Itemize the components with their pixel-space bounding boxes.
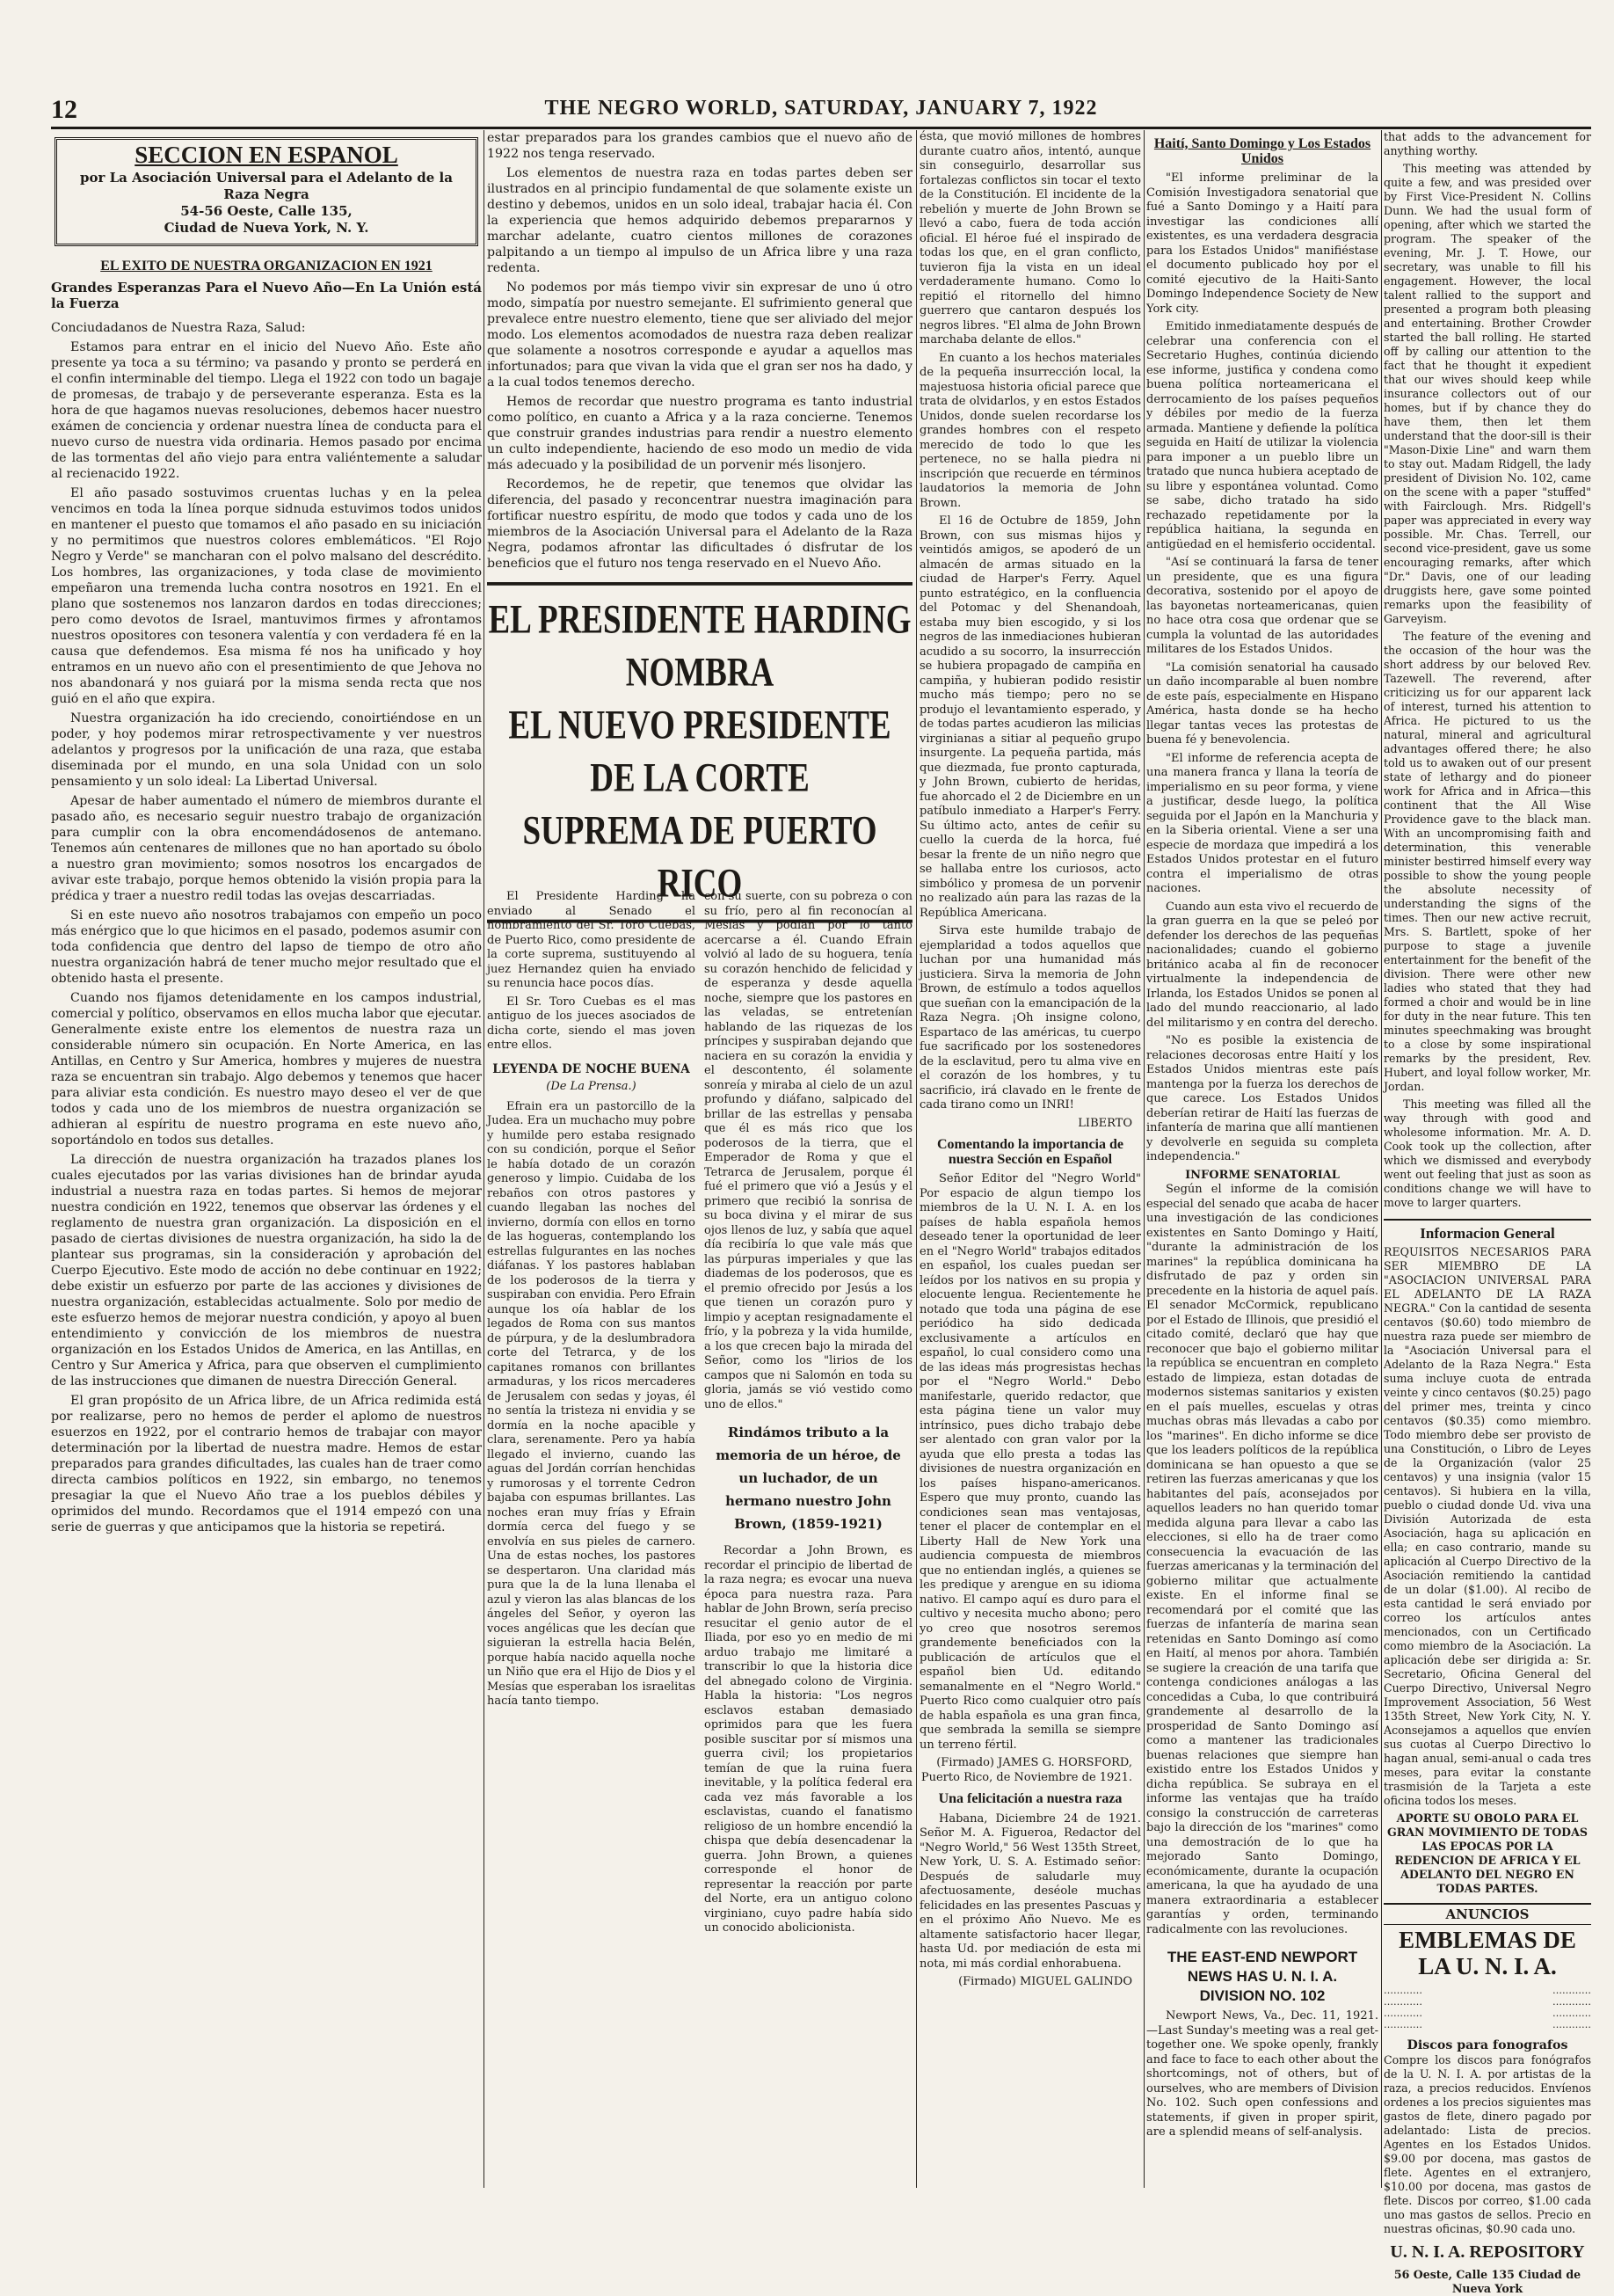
signature: (Firmado) JAMES G. HORSFORD, Puerto Rico, de Noviembre de 1921. (920, 1756, 1132, 1784)
paragraph: Compre los discos para fonógrafos de la U. N. I. A. por artistas de la raza, a precios reducidos. Envíenos ordenes a los precios siguientes mas gastos de flete, dinero pagado por adelantado: Lista de precios. Agentes en los Estados Unidos. $9.00 por docena, mas gastos de flete. Agentes en el extranjero, $10.00 por docena, mas gastos de flete. Discos por correo, $1.00 cada uno mas gastos de sellos. Precio en nuestras oficinas, $0.90 cada uno. (1384, 2053, 1591, 2235)
section-line: 54-56 Oeste, Calle 135, (180, 203, 353, 219)
sub-column-left (487, 890, 695, 1940)
article-headline: Haití, Santo Domingo y Los Estados Unidos (1153, 136, 1371, 166)
paragraph: The feature of the evening and the occasion of the hour was the short address by our beloved Rev. Tazewell. The reverend, after criticizing us for our apparent lack of interest, turned his attention to Africa. He pictured to us the natural, mineral and agricultural advantages offered there; he also told us to awaken out of our present state of lethargy and do pioneer work for Africa and in Africa—this continent that the All Wise Providence gave to the black man. With an uncompromising faith and determination, this venerable minister bestirred himself every way possible to show the young people the absolute necessity of understanding the signs of the times. Then our new active recruit, Mrs. S. Bartlett, spoke of her purpose to stage a juvenile entertainment for the benefit of the division. There were other new ladies who stated that they had formed a choir and would be in line for duty in the near future. This ten minutes speechmaking was brought to a close by some inspirational remarks by the president, Rev. Hubert, and loyal follow worker, Mr. Jordan. (1384, 630, 1591, 1093)
column-4 (1146, 130, 1378, 2188)
paragraph: Hemos de recordar que nuestro programa es tanto industrial como político, en cuanto a Africa y a la raza concierne. Tenemos que construir grandes industrias para rendir a nuestro elemento un culto independiente, haciendo de eso modo un medio de vida más adecuado y la posibilidad de un porvenir més lisonjero. (487, 395, 912, 472)
info-headline: Informacion General (1384, 1219, 1591, 1242)
harding-article (487, 890, 912, 1940)
paragraph: Estamos para entrar en el inicio del Nuevo Año. Este año presente ya toca a su término; va pasando y pronto se perderá en el confin interminable del tiempo. Llega el 1922 con todo un bagaje de promesas, de trabajo y de perseverante esperanza. Esta es la hora de que hagamos nuevas resoluciones, debemos hacer nuestro exámen de conciencia y ordenar nuestra línea de conducta para el nuevo curso de nuestra vida ordinaria. Hemos pasado por encima de las tormentas del año viejo para entra valiéntemente a saludar al recienacido 1922. (51, 340, 482, 481)
paragraph: "El informe de referencia acepta de una manera franca y llana la teoría de imperialismo en su peor forma, y viene a justificar, desde luego, la política seguida por el Japón en la Manchuria y en la Siberia oriental. Viene a ser una especie de mordaza que impedirá a los Estados Unidos protestar en el futuro contra el imperialismo de otras naciones. (1146, 751, 1378, 895)
repository-address: 56 Oeste, Calle 135 Ciudad de Nueva York (1393, 2268, 1581, 2295)
column-rule (483, 130, 484, 2188)
paragraph: En cuanto a los hechos materiales de la pequeña insurrección local, la majestuosa historia oficial parece que trata de olvidarlos, y en estos Estados Unidos, donde suelen recordarse los grandes hombres con el respeto merecido de todo lo que les pertenece, no se halla piedra ni inscripción que recuerde en términos laudatorios la memoria de John Brown. (920, 351, 1141, 510)
banner-line: SUPREMA DE PUERTO RICO (522, 808, 877, 907)
paragraph: Según el informe de la comisión especial del senado que acaba de hacer una investigación de las condiciones existentes en Santo Domingo y Haití, "durante la administración de los marines" la república dominicana ha disfrutado de paz y orden sin precedente en la historia de aquel país. El senador McCormick, republicano por el Estado de Illinois, que presidió el citado comité, declaró que hay que reconocer que bajo el gobierno militar la república se encuentran en completo estado de limpieza, estan dotadas de modernos sistemas sanitarios y existen en el país muelles, escuelas y otras muchas obras más llevadas a cabo por los "marines". En dicho informe se dice que los leaders políticos de la república dominicana se han opuesto a que se retiren las fuerzas americanas y que los habitantes del país, aconsejados por aquellos leaders no han querido tomar medida alguna para llevar a cabo las elecciones, si ello ha de traer como consecuencia la evacuación de las fuerzas americanas y la terminación del gobierno militar que actualmente existe. En el informe final se recomendará por el comité que las fuerzas de infantería de marina sean retenidas en Santo Domingo así como en Haití, al menos por ahora. También se sugiere la creación de una tarifa que contenga condiciones análogas a las concedidas a Cuba, lo que contribuirá grandemente al desarrollo de la prosperidad de Santo Domingo así como a mantener las tradicionales buenas relaciones que siempre han existido entre los Estados Unidos y dicha república. Se subraya en el informe las ventajas que ha traído consigo la construcción de carreteras bajo la dirección de los "marines" como una demostración de lo que ha mejorado Santo Domingo, económicamente, durante la ocupación americana, la que ha ayudado de una manera extraordinaria a establecer garantías y orden, terminando radicalmente con las revoluciones. (1146, 1183, 1378, 1936)
emblem-title: EMBLEMAS DE LA U. N. I. A. (1399, 1927, 1576, 1979)
column-5 (1384, 130, 1591, 2295)
anuncios-header: ANUNCIOS (1384, 1903, 1591, 1925)
paragraph: Recordemos, he de repetir, que tenemos que olvidar las diferencia, del pasado y reconcentrar nuestra imaginación para fortificar nuestro espíritu, de modo que todos y cada uno de los miembros de la Asociación Universal para el Adelanto de la Raza Negra, podamos afrontar las dificultades ó disfrutar de los beneficios que el futuro nos tenga reservado en el Nuevo Año. (487, 477, 912, 571)
paragraph: "El informe preliminar de la Comisión Investigadora senatorial que fué a Santo Domingo y a Haití para investigar las condiciones allí existentes, es una verdadera desgracia para los Estados Unidos" manifiéstase el documento publicado hoy por el comité ejecutivo de la Haiti-Santo Domingo Independence Society de New York city. (1146, 171, 1378, 316)
paragraph: Habana, Diciembre 24 de 1921. Señor M. A. Figueroa, Redactor del "Negro World," 56 West 135th Street, New York, U. S. A. Estimado señor: Después de saludarle muy afectuosamente, deséole muchas felicidades en las presentes Pascuas y en el próximo Año Nuevo. Me es altamente satisfactorio hacer llegar, hasta Ud. por mediación de esta mi nota, mi más cordial enhorabuena. (920, 1811, 1141, 1971)
banner-line: EL NUEVO PRESIDENTE DE LA CORTE (508, 703, 891, 801)
paragraph: Apesar de haber aumentado el número de miembros durante el pasado año, es necesario seguir nuestro trabajo de organización para cumplir con la obra encomendádosenos de antemano. Tenemos aún centenares de millones que no han aportado su óbolo a nuestro gran movimiento; somos nosotros los encargados de avivar este trabajo, porque hemos obtenido la visión propia para la prédica y traer a nuestro redil todas las ovejas descarriadas. (51, 794, 482, 903)
paragraph: El gran propósito de un Africa libre, de un Africa redimida está por realizarse, pero no hemos de perder el aplomo de nuestros esuerzos en 1922, por el contrario hemos de trabajar con mayor determinación por la libertad de nuestra madre. Hemos de estar preparados para grandes dificultades, las cuales han de traer como directa cambios políticos en 1922, sin embargo, no tenemos presagiar la que el Nuevo Año trae a los pueblos débiles y oprimidos del mundo. Recordamos que el 1914 empezó con una serie de guerras y que anticipamos que la historia se repetirá. (51, 1394, 482, 1534)
paragraph: Cuando aun esta vivo el recuerdo de la gran guerra en la que se peleó por defender los derechos de las pequeñas nacionalidades; cuando el gobierno británico acaba al fin de reconocer virtualmente la independencia de Irlanda, los Estados Unidos se ponen al lado del mundo reaccionario, al lado del militarismo y en contra del derecho. (1146, 900, 1378, 1030)
price-list: ………… ………… ………… ………… ………… ………… ………… ………… (1384, 1985, 1591, 2030)
subhead: INFORME SENATORIAL (1185, 1168, 1340, 1182)
signature: (Firmado) MIGUEL GALINDO (958, 1975, 1132, 1988)
headline-line: DIVISION NO. 102 (1199, 1987, 1326, 2004)
section-line: Ciudad de Nueva York, N. Y. (164, 220, 369, 236)
article-headline: EL EXITO DE NUESTRA ORGANIZACION EN 1921 (100, 259, 433, 273)
paragraph: ésta, que movió millones de hombres durante cuatro años, intentó, aunque sin conseguirlo, desarrollar sus fortalezas conflictos sin tocar el texto de la Constitución. El incidente de la rebelión y muerte de John Brown se llevó a cabo, fuera de toda acción oficial. El héroe fué el inspirado de todas los que, en el gran conflicto, tuvieron fija la vista en un ideal verdaderamente humano. Como lo repitió el ritornello del himno guerrero que cantaron después los negros libres. "El alma de John Brown marchaba delante de ellos." (920, 130, 1141, 346)
paragraph: con su suerte, con su pobreza o con su frío, pero al fin reconocían al Mesías y podían por lo tanto acercarse a él. Cuando Efrain volvió al lado de su hoguera, tenía su corazón henchido de felicidad y de esperanza y desde aquella noche, siempre que los pastores en las veladas, se entretenían hablando de las riquezas de los príncipes y suspiraban dejando que naciera en su corazón la envidia y el descontento, él solamente sonreía y miraba al cielo de un azul profundo y diáfano, salpicado del brillar de las estrellas y pensaba que él es más rico que los poderosos de la tierra, que el Emperador de Roma y que el Tetrarca de Jerusalem, porque él fué el primero que vió a Jesús y el primero que recibió la sonrisa de su boca divina y el mirar de sus ojos llenos de luz, y sabía que aquel día recibiría lo que vale más que las púrpuras imperiales y que las diademas de los poderosos, que es el premio ofrecido por Jesús a los que tienen un corazón puro y limpio y aceptan resignadamente el frío, y la pobreza y la vida humilde, a los que crecen bajo la mirada del Señor, como los "lirios de los campos que ni Salomón en toda su gloria, jamás se vió vestido como uno de ellos." (704, 890, 912, 1411)
discos-headline: Discos para fonografos (1407, 2038, 1568, 2052)
paragraph: This meeting was filled all the way through with good and wholesome information. Mr. A. D. Cook took up the collection, after which we dismissed and everybody went out feeling that just as soon as conditions change we will have to move to larger quarters. (1384, 1097, 1591, 1209)
harding-banner (487, 582, 912, 923)
paragraph: Si en este nuevo año nosotros trabajamos con empeño un poco más enérgico que lo que hicimos en el pasado, podemos asumir con toda confidencia que dentro del lapso de tiempo de otro año nuestra organización habrá de tener mucho mejor resultado que el obtenido hasta el presente. (51, 908, 482, 986)
paragraph: Cuando nos fijamos detenidamente en los campos industrial, comercial y político, observamos en ellos mucha labor que ejecutar. Generalmente existe entre los elementos de nuestra raza un considerable número sin ocupación. En Norte America, en las Antillas, en Centro y Sur America, hombres y mujeres de nuestra raza se encuentran sin trabajo. Algo debemos y tenemos que hacer para aliviar esta condición. Es nuestro mayo deseo el ver de que todos y cada uno de los miembros de nuestra organización se adhieran al espíritu de nuestro programa en este nuevo año, soportándolo en todos sus detalles. (51, 991, 482, 1148)
paragraph: La dirección de nuestra organización ha trazados planes los cuales ejecutados por las varias divisiones han de brindar ayuda industrial a nuestra raza en todas partes. Si hemos de mejorar nuestra condición en 1922, tenemos que observar las órdenes y el reglamento de nuestra gran organización. La disposición en el pasado de ciertas divisiones de nuestra organización, ha sido la de plantear sus programas, sin la consideración y aprobación del Cuerpo Ejecutivo. Este modo de acción no debe continuar en 1922; debe existir un esfuerzo por parte de las acciones y divisiones de nuestra organización, establecidas actualmente. Solo por medio de este esfuerzo hemos de mejorar nuestra condición, y apoyo al buen entendimiento y convicción de los miembros de nuestra organización en los Estados Unidos de America, en las Antillas, en Centro y Sur America y Africa, para que observen el cumplimiento de las instrucciones que dimanen de nuestra Dirección General. (51, 1153, 482, 1389)
tribute-deck: Rindámos tributo a la memoria de un héroe, de un luchador, de un hermano nuestro John Brown, (1859-1921) (716, 1425, 901, 1532)
paragraph: Newport News, Va., Dec. 11, 1921.—Last Sunday's meeting was a real get-together one. We spoke openly, frankly and face to face to each other about the shortcomings, not of others, but of ourselves, who are members of Division No. 102. Such open confessions and statements, if given in proper spirit, are a splendid means of self-analysis. (1146, 2009, 1378, 2139)
paragraph: El 16 de Octubre de 1859, John Brown, con sus mismas hijos y veintidós amigos, se apoderó de un almacén de armas situado en la ciudad de Harper's Ferry. Aquel punto estratégico, en la confluencia del Potomac y del Shenandoah, estaba muy bien escogido, y si los negros de las inmediaciones hubieran acudido a su socorro, la insurrección se hubiera propagado de campiña en campiña, y hubieran podido resistir mucho más tiempo; pero no se produjo el levantamiento esperado, y de todas partes acudieron las milicias virginianas a sitiar al pequeño grupo insurgente. La pequeña partida, más que diezmada, fue pronto capturada, y John Brown, cubierto de heridas, fue ahorcado el 2 de Diciembre en un patíbulo inmediato a Harper's Ferry. Su último acto, antes de ceñir su cuello la cuerda de la horca, fué besar la frente de un niño negro que se hallaba entre los curiosos, acto simbólico y promesa de un porvenir no realizado aún para las razas de la República Americana. (920, 514, 1141, 920)
article-headline: Comentando la importancia de nuestra Sección en Español (937, 1137, 1123, 1167)
paragraph: Nuestra organización ha ido creciendo, conoirtiéndose en un poder, y hoy podemos mirar retrospectivamente y ver nuestros adelantos y progresos por la unificación de una raza, que estaba diseminada por el mundo, en una sola Unidad con un solo pensamiento y un solo ideal: La Libertad Universal. (51, 711, 482, 789)
headline-line: THE EAST-END NEWPORT (1167, 1949, 1358, 1965)
masthead-title: THE NEGRO WORLD, SATURDAY, JANUARY 7, 1922 (544, 97, 1098, 120)
paragraph: El Presidente Harding ha enviado al Senado el nombramiento del Sr. Toro Cuebas, de Puerto Rico, como presidente de la corte suprema, sustituyendo al juez Hernandez quien ha enviado su renuncia hace pocos días. (487, 890, 695, 990)
paragraph: estar preparados para los grandes cambios que el nuevo año de 1922 nos tenga reservado. (487, 131, 912, 161)
section-line: por La Asociación Universal para el Adelanto de la Raza Negra (80, 170, 453, 202)
column-2 (487, 130, 912, 2188)
sub-column-right (704, 890, 912, 1940)
paragraph: "Así se continuará la farsa de tener un presidente, que es una figura decorativa, sostenido por el apoyo de las bayonetas norteamericanas, quien no hace otra cosa que ordenar que se cumpla la voluntad de las autoridades militares de los Estados Unidos. (1146, 556, 1378, 656)
signature: LIBERTO (1078, 1116, 1132, 1130)
repository-headline: U. N. I. A. REPOSITORY (1390, 2242, 1585, 2262)
masthead (51, 95, 1591, 129)
paragraph: El año pasado sostuvimos cruentas luchas y en la pelea vencimos en toda la línea porque sidnuda estuvimos todos unidos en mantener el puesto que tomamos el año pasado en su iniciación y no permitimos que nuestros colores emblemáticos. "El Rojo Negro y Verde" se mancharan con el polvo malsano del descrédito. Los hombres, las organizaciones, y toda clase de movimiento empeñaron una tremenda lucha contra nosotros en 1921. En el plano que sostenemos nos lanzaron dardos en todas direcciones; pero como devotos de Israel, mantuvimos firmes y afrontamos nuestros opositores con tesonera valentía y con verdadera fé en la causa que defendemos. Esa misma fé nos ha unificado y hoy entramos en un nuevo año con el presentimiento de que Jehova no nos abandonará y nos guiará por la misma senda recta que nos guió en el año que expira. (51, 486, 482, 706)
section-box (55, 137, 478, 246)
column-rule (1381, 130, 1382, 2188)
paragraph: No podemos por más tiempo vivir sin expresar de uno ú otro modo, simpatía por nuestro semejante. El sufrimiento general que prevalece entre nuestro elemento, tiene que ser aliviado del mejor modo. Los elementos acomodados de nuestra raza deben realizar que solamente a nosotros corresponde e ayudar a aquellos mas infortunados; para que vivan la vida que el gran ser nos ha dado, y a la cual todos tenemos derecho. (487, 281, 912, 390)
salutation: Conciudadanos de Nuestra Raza, Salud: (51, 321, 306, 335)
page-number: 12 (51, 95, 77, 124)
paragraph: REQUISITOS NECESARIOS PARA SER MIEMBRO DE LA "ASOCIACION UNIVERSAL PARA EL ADELANTO DE LA RAZA NEGRA." Con la cantidad de sesenta centavos ($0.60) todo miembro de nuestra raza puede ser miembro de la "Asociación Universal para el Adelanto de la Raza Negra." Esta suma incluye cuota de entrada veinte y cinco centavos ($0.25) pago del primer mes, treinta y cinco centavos ($0.35) como miembro. Todo miembro debe ser provisto de una Constitución, o Libro de Leyes de la Organización (valor 25 centavos) y una insignia (valor 15 centavos). Si hubiera en la villa, pueblo o ciudad donde Ud. viva una División Autorizada de esta Asociación, haga su aplicación en ella; en caso contrario, mande su aplicación al Cuerpo Directivo de la Asociación remitiendo la cantidad de un dolar ($1.00). Al recibo de esta cantidad le será enviado por correo los artículos antes mencionados, con un Certificado como miembro de la Asociación. La aplicación debe ser dirigida a: Sr. Secretario, Oficina General del Cuerpo Directivo, Universal Negro Improvement Association, 56 West 135th Street, New York City, N. Y. Aconsejamos a aquellos que envíen sus cuotas al Cuerpo Directivo lo hagan anual, semi-anual o cada tres meses, para evitar la constante trasmisión de la Tarjeta a este oficina todos los meses. (1384, 1245, 1591, 1807)
column-1 (51, 130, 482, 2188)
column-rule (916, 130, 917, 2188)
columns (51, 130, 1591, 2295)
east-end-headline (1146, 1948, 1378, 2006)
paragraph: Efrain era un pastorcillo de la Judea. Era un muchacho muy pobre y humilde pero estaba resignado con su condición, porque el Señor le había dotado de un corazón generoso y limpio. Cuidaba de los rebaños con otros pastores y cuando llegaban las noches del invierno, dormía con ellos en torno de las hogueras, contemplando los estrellas fulgurantes en las noches diáfanas. Y los pastores hablaban de los poderosos de la tierra y suspiraban con envidia. Pero Efrain aunque los oía hablar de los legados de Roma con sus mantos de púrpura, y de la deslumbradora corte del Tetrarca, y de los capitanes romanos con brillantes armaduras, y los ricos mercaderes de Jerusalem con sedas y joyas, él no sentía la tristeza ni envidia y se dormía en la noche apacible y clara, serenamente. Pero ya había llegado el invierno, cuando las aguas del Jordán corrían henchidas y rumorosas y el torrente Cedron bajaba con espumas brillantes. Las noches eran muy frías y Efrain dormía cerca del fuego y se envolvía en sus pieles de carnero. Una de estas noches, los pastores se despertaron. Una claridad más pura que la de la luna llenaba el azul y vieron las alas blancas de los ángeles del Señor, y oyeron las voces angélicas que les decían que siguieran la estrella hacia Belén, porque había nacido aquella noche un Niño que era el Hijo de Dios y el Mesías que esperaban los israelitas hacía tanto tiempo. (487, 1099, 695, 1708)
paragraph: APORTE SU OBOLO PARA EL GRAN MOVIMIENTO DE TODAS LAS EPOCAS POR LA REDENCION DE AFRICA Y EL ADELANTO DEL NEGRO EN TODAS PARTES. (1387, 1811, 1588, 1895)
paragraph: "La comisión senatorial ha causado un daño incomparable al buen nombre de este país, especialmente en Hispano América, hasta donde se ha hecho llegar tantas veces las protestas de buena fé y benevolencia. (1146, 660, 1378, 747)
section-title: SECCION EN ESPANOL (134, 142, 398, 168)
article-headline: Una felicitación a nuestra raza (938, 1791, 1123, 1806)
paragraph: Señor Editor del "Negro World" Por espacio de algun tiempo los miembros de la U. N. I. A. en los países de habla española hemos deseado tener la oportunidad de leer en el "Negro World" trabajos editados en español, los cuales puedan ser leídos por los nativos en su propia y elocuente lengua. Recientemente he notado que toda una página de ese periódico ha sido dedicada exclusivamente a artículos en español, lo cual considero como una de las ideas más progresistas hechas por el "Negro World." Debo manifestarle, querido redactor, que esta página tiene un valor muy intrínsico, pues dicho trabajo debe ser alentado con gran valor por la ayuda que ello presta a todas las divisiones de nuestra organización en los países hispano-americanos. Espero que muy pronto, cuando las condiciones sean mas ventajosas, tener el placer de contemplar en el Liberty Hall de New York una audiencia compuesta de miembros que no entiendan inglés, a quienes se les predique y arengue en su idioma nativo. El campo aquí es duro para el cultivo y necesita mucho abono; pero yo creo que nosotros seremos grandemente beneficiados con la publicación de artículos que el español bien Ud. editando semanalmente en el "Negro World." Puerto Rico como cualquier otro país de habla española es una gran finca, que sembrada la semilla se siempre un terreno fértil. (920, 1172, 1141, 1752)
paragraph: that adds to the advancement for anything worthy. (1384, 130, 1591, 157)
paragraph: Sirva este humilde trabajo de ejemplaridad a todos aquellos que luchan por una humanidad más justiciera. Sirva la memoria de John Brown, de estímulo a todos aquellos que sueñan con la emancipación de la Raza Negra. ¡Oh insigne colono, Espartaco de las américas, tu cuerpo fue sacrificado por los sostenedores de la esclavitud, pero tu alma vive en el corazón de los hombres, y tu sacrificio, irá clavado en le frente de cada tirano como un INRI! (920, 924, 1141, 1112)
paragraph: Emitido inmediatamente después de celebrar una conferencia con el Secretario Hughes, continúa diciendo ese informe, justifica y condena como buena política norteamericana el derrocamiento de los países pequeños y débiles por medio de la fuerza armada. Mantiene y defiende la política seguida en Haití de utilizar la violencia para imponer a un pueblo libre un tratado que nunca hubiera aceptado de su libre y espontánea voluntad. Como se sabe, dicho tratado ha sido rechazado repetidamente por la república haitiana, la segunda en antigüedad en el hemisferio occidental. (1146, 320, 1378, 551)
paragraph: This meeting was attended by quite a few, and was presided over by First Vice-President N. Collins Dunn. We had the usual form of opening, after which we started the program. The speaker of the evening, Mr. J. T. Howe, our secretary, was unable to fill his engagement. However, the local talent rallied to the support and presented a program both pleasing and entertaining. Brother Crowder started the ball rolling. He started off by calling our attention to the fact that he thought it expedient that our wives should keep while insurance collectors out of our homes, but if by chance they do have them, then let them understand that the door-sill is their "Mason-Dixie Line" and warn them to stay out. Madam Ridgell, the lady president of Division No. 102, came on the scene with a paper "stuffed" with Fairclough. Mrs. Ridgell's paper was appreciated in every way possible. Mr. Chas. Terrell, our second vice-president, gave us some encouraging remarks, after which "Dr." Davis, one of our leading druggists here, gave some pointed remarks upon the feasibility of Garveyism. (1384, 162, 1591, 625)
banner-line: EL PRESIDENTE HARDING NOMBRA (488, 597, 912, 696)
paragraph: El Sr. Toro Cuebas es el mas antiguo de los jueces asociados de dicha corte, siendo el mas joven entre ellos. (487, 995, 695, 1052)
leyenda-title: LEYENDA DE NOCHE BUENA (492, 1061, 690, 1076)
leyenda-source: (De La Prensa.) (546, 1080, 636, 1093)
column-3 (920, 130, 1141, 2188)
headline-line: NEWS HAS U. N. I. A. (1187, 1968, 1338, 1985)
column-rule (1144, 130, 1145, 2188)
paragraph: Recordar a John Brown, es recordar el principio de libertad de la raza negra; es evocar una nueva época para nuestra raza. Para hablar de John Brown, sería preciso resucitar el genio autor de el Iliada, por eso yo en medio de mi arduo trabajo me limitaré a transcribir lo que la historia dice del abnegado colono de Virginia. Habla la historia: "Los negros esclavos estaban demasiado oprimidos para que les fuera posible suscitar por sí mismos una guerra civil; los propietarios temían de que la ruina fuera inevitable, y la política federal era cada vez más favorable a los esclavistas, cuando el fanatismo religioso de un hombre encendió la chispa que debía desencadenar la guerra. John Brown, a quienes corresponde el honor de representar la reacción por parte del Norte, era un antiguo colono virginiano, cuyo padre había sido un conocido abolicionista. (704, 1544, 912, 1935)
paragraph: "No es posible la existencia de relaciones decorosas entre Haití y los Estados Unidos mientras este país mantenga por la fuerza los derechos de que carece. Los Estados Unidos deberían retirar de Haití las fuerzas de infantería de marina que allí mantienen y devolverle en seguida su completa independencia." (1146, 1034, 1378, 1163)
article-deck: Grandes Esperanzas Para el Nuevo Año—En La Unión está la Fuerza (51, 280, 482, 311)
paragraph: Los elementos de nuestra raza en todas partes deben ser ilustrados en al principio fundamental de que solamente existe un destino y debemos, unidos en un solo ideal, trabajar hacia él. Con la experiencia que hemos adquirido debemos prepararnos y marchar adelante, cuatro cientos millones de corazones palpitando a un tiempo al impulso de un Africa libre y una raza redenta. (487, 166, 912, 275)
